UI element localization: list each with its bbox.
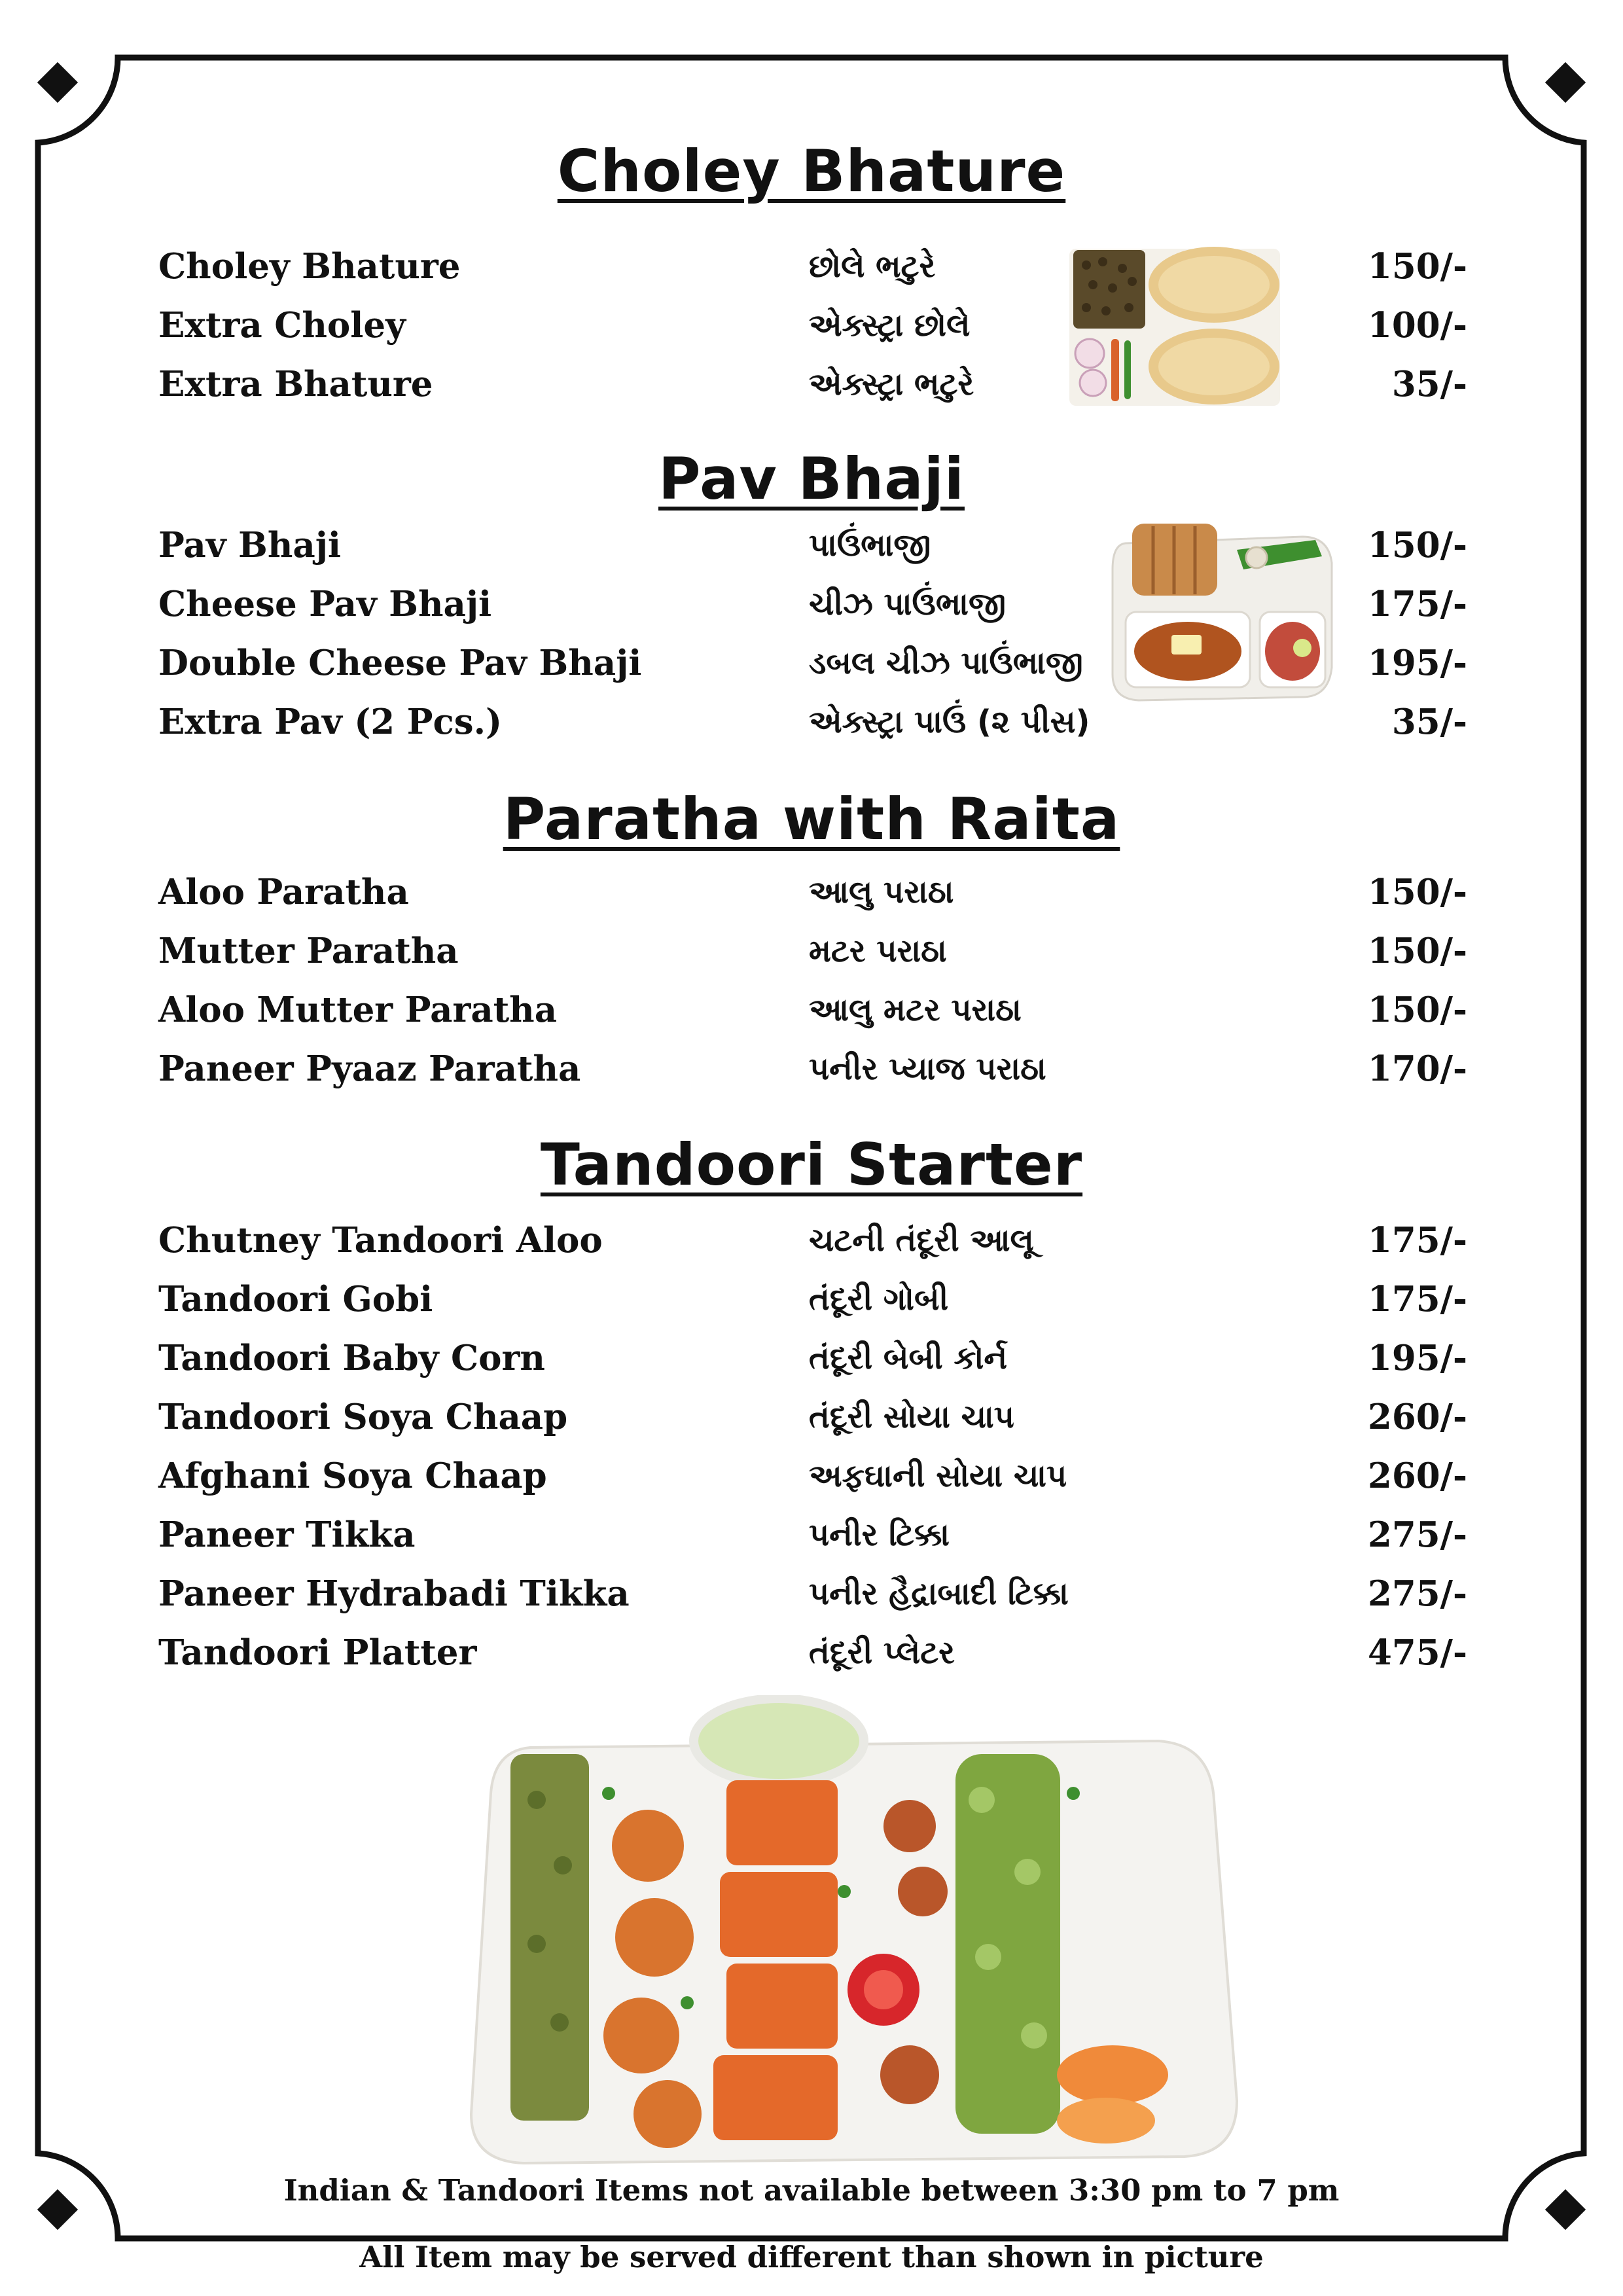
item-price: 175/- — [1368, 1220, 1467, 1261]
section-title-paratha-with-raita: Paratha with Raita — [503, 785, 1120, 853]
item-name-gu: તંદૂરી બેબી કોર્ન — [809, 1340, 1008, 1376]
item-name-gu: આલુ પરાઠા — [809, 874, 954, 910]
menu-item — [0, 355, 1623, 414]
menu-item — [0, 575, 1623, 634]
item-price: 175/- — [1368, 1279, 1467, 1319]
item-name-gu: ડબલ ચીઝ પાઉંભાજી — [809, 645, 1083, 681]
item-name-gu: આલુ મટર પરાઠા — [809, 992, 1022, 1028]
menu-item — [0, 516, 1623, 575]
item-name-en: Tandoori Gobi — [158, 1279, 433, 1319]
item-name-gu: તંદૂરી પ્લેટર — [809, 1634, 955, 1671]
item-name-en: Afghani Soya Chaap — [158, 1456, 547, 1496]
menu-item — [0, 980, 1623, 1039]
item-name-en: Paneer Pyaaz Paratha — [158, 1049, 581, 1089]
item-price: 170/- — [1368, 1049, 1467, 1089]
item-name-en: Tandoori Baby Corn — [158, 1338, 545, 1378]
menu-item — [0, 863, 1623, 922]
item-price: 35/- — [1391, 702, 1467, 742]
item-price: 100/- — [1368, 305, 1467, 346]
item-price: 150/- — [1368, 872, 1467, 912]
menu-item — [0, 1270, 1623, 1329]
item-name-en: Pav Bhaji — [158, 525, 342, 565]
item-name-gu: તંદૂરી ગોબી — [809, 1281, 949, 1318]
item-name-en: Aloo Mutter Paratha — [158, 990, 558, 1030]
item-price: 150/- — [1368, 931, 1467, 971]
menu-item — [0, 922, 1623, 980]
menu-item — [0, 1564, 1623, 1623]
item-price: 260/- — [1368, 1397, 1467, 1437]
availability-note: Indian & Tandoori Items not available between 3:30 pm to 7 pm — [283, 2173, 1340, 2208]
menu-item — [0, 1329, 1623, 1388]
menu-item — [0, 1505, 1623, 1564]
pav-bhaji-photo — [1106, 517, 1342, 707]
item-name-en: Paneer Hydrabadi Tikka — [158, 1573, 630, 1614]
menu-item — [0, 634, 1623, 692]
item-price: 150/- — [1368, 525, 1467, 565]
item-price: 35/- — [1391, 364, 1467, 404]
item-name-gu: અફઘાની સોયા ચાપ — [809, 1458, 1067, 1494]
item-name-gu: એક્સ્ટ્રા પાઉં (૨ પીસ) — [809, 704, 1090, 740]
item-name-en: Tandoori Soya Chaap — [158, 1397, 568, 1437]
tandoori-platter-photo — [452, 1695, 1263, 2173]
item-name-gu: પનીર પ્યાજ પરાઠા — [809, 1050, 1046, 1087]
item-name-en: Extra Pav (2 Pcs.) — [158, 702, 503, 742]
item-name-en: Mutter Paratha — [158, 931, 459, 971]
item-price: 275/- — [1368, 1515, 1467, 1555]
item-name-gu: તંદૂરી સોયા ચાપ — [809, 1399, 1014, 1435]
menu-item — [0, 1039, 1623, 1098]
item-price: 150/- — [1368, 246, 1467, 287]
item-name-gu: મટર પરાઠા — [809, 933, 947, 969]
item-name-en: Chutney Tandoori Aloo — [158, 1220, 603, 1261]
menu-item — [0, 1211, 1623, 1270]
section-title-choley-bhature: Choley Bhature — [557, 137, 1066, 205]
item-name-gu: છોલે ભટુરે — [809, 248, 936, 285]
item-name-gu: એક્સ્ટ્રા છોલે — [809, 307, 971, 344]
item-price: 195/- — [1368, 643, 1467, 683]
item-price: 260/- — [1368, 1456, 1467, 1496]
menu-item — [0, 296, 1623, 355]
item-price: 175/- — [1368, 584, 1467, 624]
item-name-en: Double Cheese Pav Bhaji — [158, 643, 642, 683]
item-price: 275/- — [1368, 1573, 1467, 1614]
item-name-gu: ચટની તંદૂરી આલૂ — [809, 1222, 1034, 1259]
item-name-en: Extra Choley — [158, 305, 406, 346]
item-price: 150/- — [1368, 990, 1467, 1030]
item-name-gu: એક્સ્ટ્રા ભટુરે — [809, 366, 974, 403]
menu-item — [0, 692, 1623, 751]
section-title-tandoori-starter: Tandoori Starter — [540, 1131, 1083, 1198]
item-name-en: Choley Bhature — [158, 246, 461, 287]
choley-bhature-photo — [1067, 242, 1283, 412]
item-name-gu: ચીઝ પાઉંભાજી — [809, 586, 1006, 622]
menu-item — [0, 1446, 1623, 1505]
menu-item — [0, 1623, 1623, 1682]
item-name-en: Aloo Paratha — [158, 872, 409, 912]
item-price: 195/- — [1368, 1338, 1467, 1378]
item-name-gu: પાઉંભાજી — [809, 527, 931, 564]
item-name-en: Cheese Pav Bhaji — [158, 584, 492, 624]
item-price: 475/- — [1368, 1632, 1467, 1673]
item-name-gu: પનીર ટિક્કા — [809, 1516, 950, 1553]
item-name-en: Paneer Tikka — [158, 1515, 416, 1555]
section-title-pav-bhaji: Pav Bhaji — [658, 445, 965, 512]
item-name-gu: પનીર હૈદ્રાબાદી ટિક્કા — [809, 1575, 1069, 1612]
menu-item — [0, 237, 1623, 296]
disclaimer-note: All Item may be served different than shown in picture — [359, 2240, 1264, 2274]
item-name-en: Tandoori Platter — [158, 1632, 477, 1673]
menu-item — [0, 1388, 1623, 1446]
item-name-en: Extra Bhature — [158, 364, 433, 404]
